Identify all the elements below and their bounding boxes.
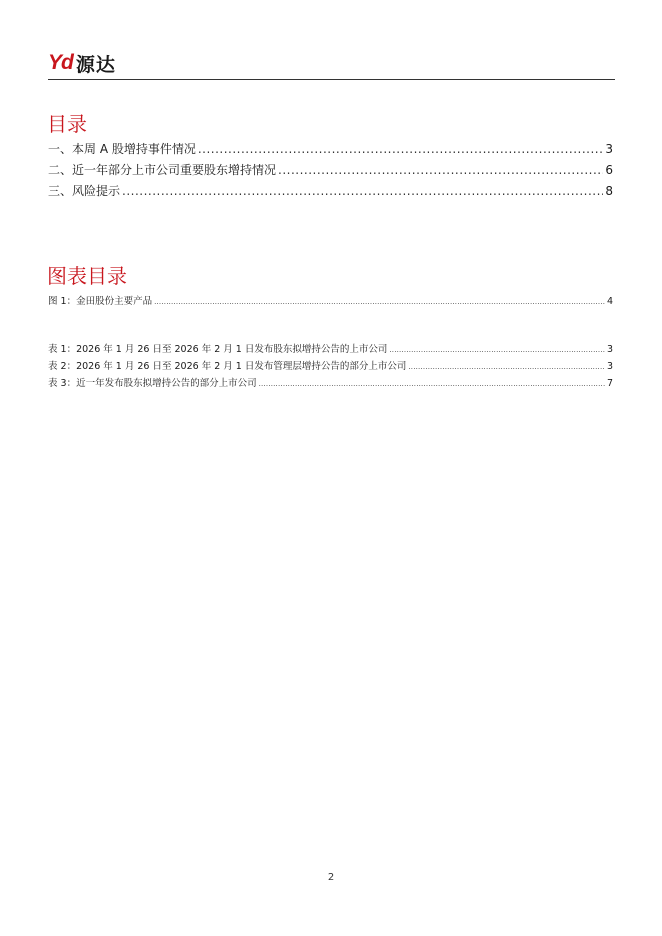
dot-leader [408,359,605,376]
table-entry-page: 3 [606,361,613,372]
toc-entry-page: 3 [605,142,613,156]
dot-leader [259,376,605,393]
table-of-contents [48,139,613,202]
toc-entry-label: 一、本周 A 股增持事件情况 [48,142,196,156]
table-entry-label: 表 2：2026 年 1 月 26 日至 2026 年 2 月 1 日发布管理层增持公告的部分上市公司 [48,361,407,372]
logo-name: 源达 [75,53,116,76]
figure-entry-page: 4 [606,296,613,307]
company-logo [48,50,116,76]
toc-entry-3[interactable] [48,181,613,202]
table-entry-label: 表 3：近一年发布股东拟增持公告的部分上市公司 [48,378,257,389]
figure-entry-label: 图 1：金田股份主要产品 [48,296,153,307]
logo-mark: Yd [48,51,73,74]
table-entry-3[interactable] [48,375,613,392]
table-entry-label: 表 1：2026 年 1 月 26 日至 2026 年 2 月 1 日发布股东拟增持公告的上市公司 [48,344,388,355]
dot-leader [389,342,605,359]
dot-leader [278,160,603,181]
table-entry-2[interactable] [48,358,613,375]
toc-entry-label: 二、近一年部分上市公司重要股东增持情况 [48,163,277,177]
table-list [48,341,613,392]
dot-leader [154,294,605,311]
table-entry-page: 7 [606,378,613,389]
toc-entry-label: 三、风险提示 [48,184,121,198]
page-number: 2 [327,872,335,883]
toc-entry-1[interactable] [48,139,613,160]
page-header [48,50,615,82]
header-divider [48,79,615,80]
dot-leader [122,181,603,202]
toc-title: 目录 [47,112,87,136]
figure-entry-1[interactable] [48,293,613,310]
figure-list [48,293,613,310]
table-entry-1[interactable] [48,341,613,358]
table-entry-page: 3 [606,344,613,355]
toc-entry-page: 8 [605,184,613,198]
dot-leader [198,139,604,160]
toc-entry-page: 6 [605,163,613,177]
toc-entry-2[interactable] [48,160,613,181]
figures-toc-title: 图表目录 [47,264,127,288]
